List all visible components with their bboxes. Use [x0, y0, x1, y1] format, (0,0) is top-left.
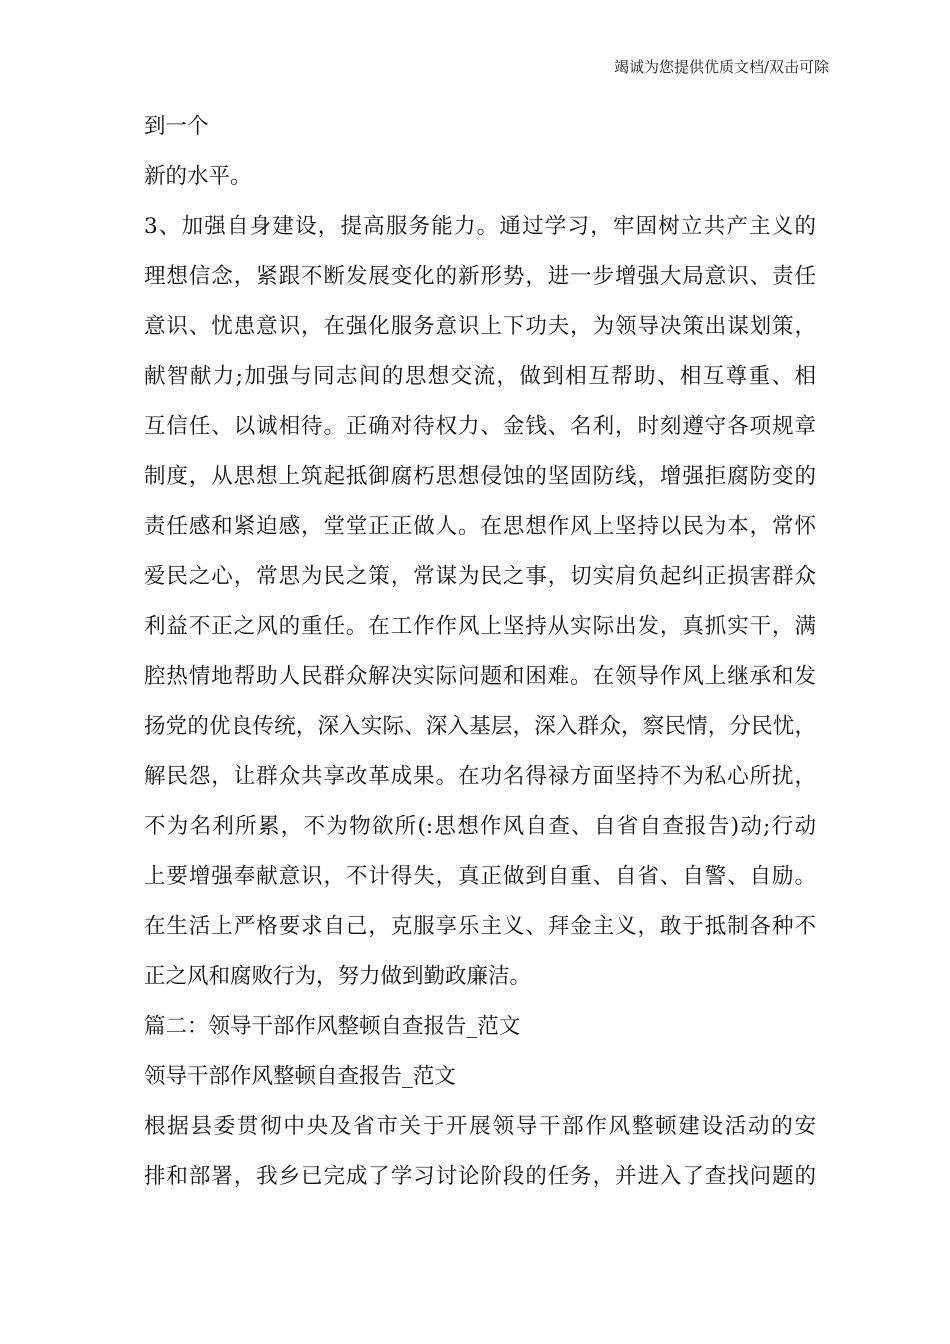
text-line: 意识、忧患意识，在强化服务意识上下功夫，为领导决策出谋划策，	[144, 314, 816, 339]
text-line: 排和部署，我乡已完成了学习讨论阶段的任务，并进入了查找问题的	[144, 1164, 816, 1189]
text-line: 上要增强奉献意识，不计得失，真正做到自重、自省、自警、自励。	[144, 864, 816, 889]
text-line: 在生活上严格要求自己，克服享乐主义、拜金主义，敢于抵制各种不	[144, 914, 816, 939]
text-line: 新的水平。	[144, 164, 252, 189]
text-line: 到一个	[144, 114, 209, 139]
text-line: 篇二：领导干部作风整顿自查报告_范文	[144, 1014, 521, 1039]
text-line: 根据县委贯彻中央及省市关于开展领导干部作风整顿建设活动的安	[144, 1114, 816, 1139]
text-line: 正之风和腐败行为，努力做到勤政廉洁。	[144, 964, 532, 989]
text-line: 利益不正之风的重任。在工作作风上坚持从实际出发，真抓实干，满	[144, 614, 816, 639]
text-line: 责任感和紧迫感，堂堂正正做人。在思想作风上坚持以民为本，常怀	[144, 514, 816, 539]
document-body	[144, 102, 816, 1202]
text-line: 扬党的优良传统，深入实际、深入基层，深入群众，察民情，分民忧，	[144, 714, 816, 739]
text-line: 制度，从思想上筑起抵御腐朽思想侵蚀的坚固防线，增强拒腐防变的	[144, 464, 816, 489]
text-line: 献智献力;加强与同志间的思想交流，做到相互帮助、相互尊重、相	[144, 364, 816, 389]
text-line: 解民怨，让群众共享改革成果。在功名得禄方面坚持不为私心所扰，	[144, 764, 816, 789]
header-note: 竭诚为您提供优质文档/双击可除	[613, 58, 829, 76]
text-line: 理想信念，紧跟不断发展变化的新形势，进一步增强大局意识、责任	[144, 264, 816, 289]
text-line: 3、加强自身建设，提高服务能力。通过学习，牢固树立共产主义的	[144, 214, 816, 239]
text-line: 互信任、以诚相待。正确对待权力、金钱、名利，时刻遵守各项规章	[144, 414, 816, 439]
text-line: 领导干部作风整顿自查报告_范文	[144, 1064, 456, 1089]
text-line: 不为名利所累，不为物欲所(:思想作风自查、自省自查报告)动;行动	[144, 814, 816, 839]
text-line: 腔热情地帮助人民群众解决实际问题和困难。在领导作风上继承和发	[144, 664, 816, 689]
text-line: 爱民之心，常思为民之策，常谋为民之事，切实肩负起纠正损害群众	[144, 564, 816, 589]
